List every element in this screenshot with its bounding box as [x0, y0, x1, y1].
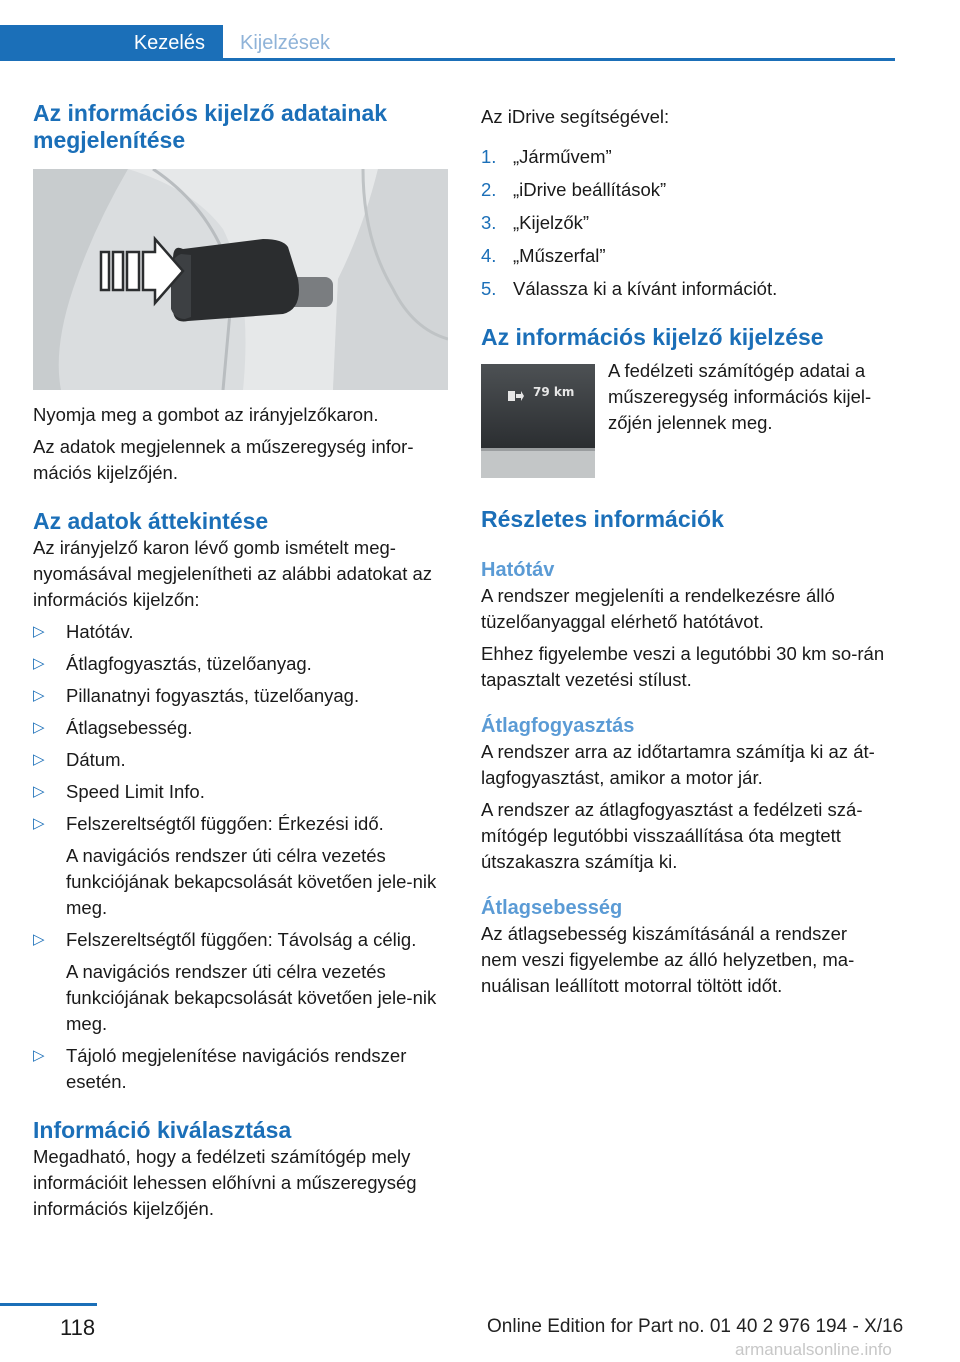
- select-info-text: Megadható, hogy a fedélzeti számítógép mely információit lehessen előhívni a műszeregység információs kijelzőjén.: [33, 1146, 417, 1219]
- left-column: [33, 100, 448, 1222]
- list-item: ▷ Átlagsebesség.: [33, 715, 448, 741]
- list-item: ▷ Hatótáv.: [33, 619, 448, 645]
- idrive-steps: [481, 144, 896, 302]
- avg-consumption-text-2: A rendszer az átlagfogyasztást a fedélzeti szá-mítógép legutóbbi visszaállítása óta megtett útszakaszra számítja ki.: [481, 799, 863, 872]
- subtitle-avg-consumption: Átlagfogyasztás: [481, 715, 635, 737]
- range-text-1: A rendszer megjeleníti a rendelkezésre álló tüzelőanyaggal elérhető hatótávot.: [481, 585, 835, 632]
- display-text: A fedélzeti számítógép adatai a műszeregység információs kijel-zőjén jelennek meg.: [608, 360, 872, 433]
- list-item: ▷ Átlagfogyasztás, tüzelőanyag.: [33, 651, 448, 677]
- step-item: 3. „Kijelzők”: [481, 212, 590, 233]
- list-item: ▷ Tájoló megjelenítése navigációs rendszer esetén.: [33, 1045, 407, 1092]
- section-title-display-data: Az információs kijelző adatainak megjelenítése: [33, 100, 388, 153]
- tab-kezeles[interactable]: Kezelés: [0, 25, 223, 61]
- info-display-figure: [481, 364, 595, 478]
- step-item: 1. „Járművem”: [481, 146, 612, 167]
- triangle-bullet-icon: ▷: [33, 719, 45, 736]
- watermark: armanualsonline.info: [735, 1340, 892, 1359]
- triangle-bullet-icon: ▷: [33, 687, 45, 704]
- subtitle-range: Hatótáv: [481, 559, 555, 581]
- step-item: 4. „Műszerfal”: [481, 245, 606, 266]
- list-item: ▷ Pillanatnyi fogyasztás, tüzelőanyag.: [33, 683, 448, 709]
- section-title-select-info: Információ kiválasztása: [33, 1117, 292, 1143]
- triangle-bullet-icon: ▷: [33, 815, 45, 832]
- page-number: 118: [60, 1315, 96, 1340]
- footer-rule: [0, 1303, 97, 1306]
- triangle-bullet-icon: ▷: [33, 655, 45, 672]
- right-column: [481, 100, 896, 999]
- range-text-2: Ehhez figyelembe veszi a legutóbbi 30 km so-rán tapasztalt vezetési stílust.: [481, 643, 885, 690]
- triangle-bullet-icon: ▷: [33, 1047, 45, 1064]
- idrive-intro: Az iDrive segítségével:: [481, 106, 670, 127]
- display-row: [481, 358, 896, 478]
- tab-kijelzesek[interactable]: Kijelzések: [240, 32, 331, 54]
- triangle-bullet-icon: ▷: [33, 751, 45, 768]
- step-item: 2. „iDrive beállítások”: [481, 179, 667, 200]
- avg-consumption-text-1: A rendszer arra az időtartamra számítja ki az át-lagfogyasztást, amikor a motor jár.: [481, 741, 875, 788]
- section-title-overview: Az adatok áttekintése: [33, 508, 269, 534]
- subtitle-avg-speed: Átlagsebesség: [481, 897, 623, 919]
- triangle-bullet-icon: ▷: [33, 623, 45, 640]
- overview-intro: Az irányjelző karon lévő gomb ismételt meg-nyomásával megjelenítheti az alábbi adatokat az információs kijelzőn:: [33, 537, 433, 610]
- list-item: ▷ Felszereltségtől függően: Távolság a célig. A navigációs rendszer úti célra vezetés funkciójának bekapcsolását követően jele-nik meg.: [33, 927, 448, 1037]
- avg-speed-text: Az átlagsebesség kiszámításánál a rendszer nem veszi figyelembe az álló helyzetben, ma-nuálisan leállított motorral töltött időt.: [481, 923, 855, 996]
- list-item: ▷ Dátum.: [33, 747, 448, 773]
- press-button-text: Nyomja meg a gombot az irányjelzőkaron.: [33, 404, 379, 425]
- list-item: ▷ Felszereltségtől függően: Érkezési idő. A navigációs rendszer úti célra vezetés funkciójának bekapcsolását követően jele-nik meg.: [33, 811, 448, 921]
- section-title-display: Az információs kijelző kijelzése: [481, 324, 824, 350]
- display-readout: 79 km: [533, 385, 575, 399]
- step-item: 5. Válassza ki a kívánt információt.: [481, 278, 778, 299]
- section-title-details: Részletes információk: [481, 506, 724, 532]
- data-items-list: [33, 619, 448, 1095]
- triangle-bullet-icon: ▷: [33, 783, 45, 800]
- instrument-display-illustration: [481, 364, 595, 478]
- nav-note: A navigációs rendszer úti célra vezetés funkciójának bekapcsolását követően jele-nik meg.: [66, 961, 437, 1034]
- lever-illustration: [33, 169, 448, 390]
- data-appear-text: Az adatok megjelennek a műszeregység infor-mációs kijelzőjén.: [33, 436, 414, 483]
- triangle-bullet-icon: ▷: [33, 931, 45, 948]
- edition-text: Online Edition for Part no. 01 40 2 976 194 - X/16: [487, 1316, 904, 1337]
- list-item: ▷ Speed Limit Info.: [33, 779, 448, 805]
- nav-note: A navigációs rendszer úti célra vezetés funkciójának bekapcsolását követően jele-nik meg.: [66, 845, 437, 918]
- header-rule: [0, 58, 895, 61]
- turn-signal-lever-figure: [33, 169, 448, 390]
- header-bar: [0, 25, 895, 61]
